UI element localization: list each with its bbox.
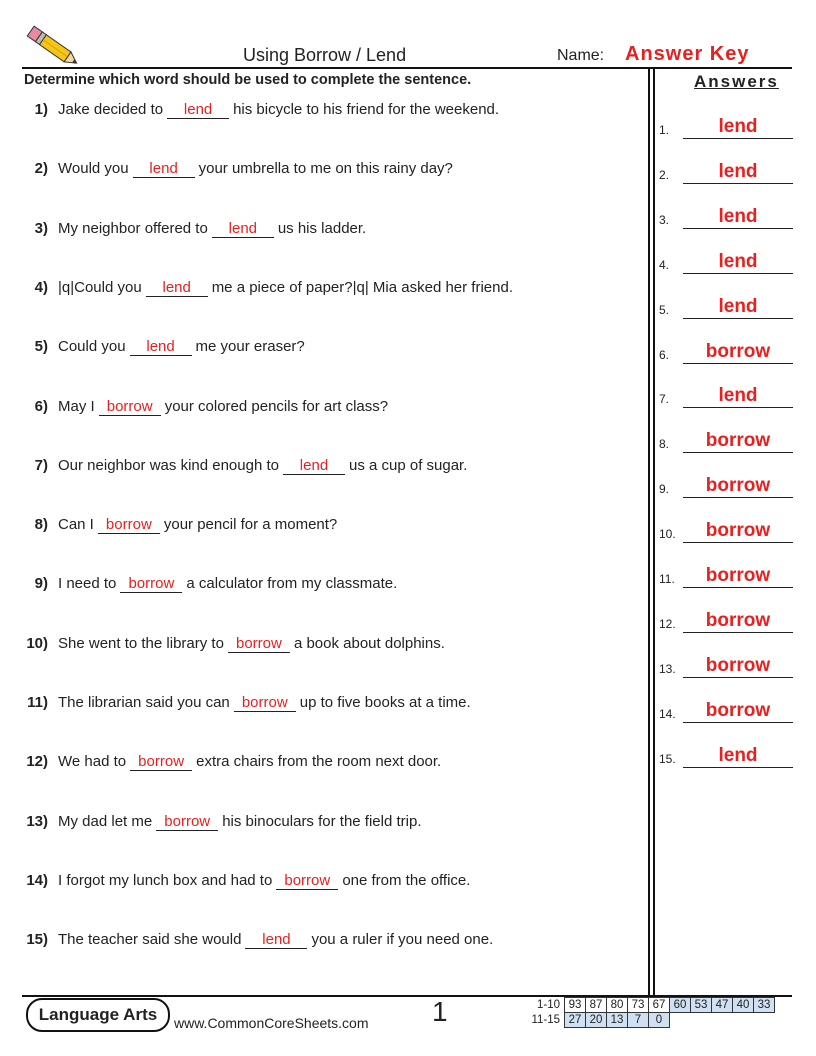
column-divider-right [653,68,655,996]
question-row [24,931,493,949]
answer-word: lend [683,385,793,408]
question-text-before: Our neighbor was kind enough to [58,456,279,474]
score-cell: 53 [691,998,712,1013]
answer-word: borrow [683,520,793,543]
score-cell: 80 [607,998,628,1013]
answer-number: 4. [659,257,670,272]
answer-blank: lend [283,458,345,475]
answer-row [659,248,793,274]
answer-number: 3. [659,212,670,227]
answer-number: 7. [659,392,670,407]
page-number: 1 [432,996,448,1027]
question-text-after: one from the office. [342,871,471,889]
answer-blank: lend [130,339,192,356]
score-cell: 40 [733,998,754,1013]
answer-row [659,742,793,768]
question-text-before: Can I [58,516,94,534]
answer-word: lend [683,116,793,139]
answer-word: lend [683,296,793,319]
question-text-before: My neighbor offered to [58,219,208,237]
question-text-after: a book about dolphins. [293,634,445,652]
question-row [24,694,471,712]
answer-blank: lend [146,280,208,297]
score-row-11-15 [528,1013,775,1028]
question-row [24,753,441,771]
score-row-1-10 [528,998,775,1013]
question-text-before: Could you [58,338,126,356]
question-text-before: We had to [58,753,127,771]
question-number: 15) [26,931,48,949]
answer-number: 1. [659,123,670,137]
worksheet-title: Using Borrow / Lend [243,45,407,65]
score-cell: 73 [628,998,649,1013]
question-row [24,220,366,238]
answer-blank: lend [245,932,307,949]
answer-number: 5. [659,302,670,317]
subject-badge: Language Arts [26,998,170,1032]
question-number: 6) [34,397,48,415]
question-text-after: me your eraser? [195,338,305,356]
answer-key-label: Answer Key [625,43,750,65]
question-row [24,635,445,653]
question-number: 14) [26,871,48,889]
question-number: 2) [34,160,48,178]
question-text-after: your colored pencils for art class? [164,397,389,415]
question-number: 7) [34,456,48,474]
answer-blank: borrow [156,814,218,831]
answer-blank: borrow [276,873,338,890]
question-text-before: |q|Could you [58,278,142,296]
question-text-before: Would you [58,160,129,178]
answer-number: 6. [659,347,670,362]
question-text-after: your pencil for a moment? [163,516,338,534]
question-text-before: The librarian said you can [58,694,230,711]
score-cell: 60 [670,998,691,1013]
answers-heading: Answers [694,72,779,91]
question-row [24,338,305,356]
answer-row [659,158,793,184]
answer-word: borrow [683,475,793,498]
score-row-label: 11-15 [531,1014,560,1026]
score-cell: 0 [649,1013,670,1028]
question-row [24,516,337,534]
answer-number: 2. [659,167,670,182]
question-row [24,101,499,119]
question-number: 5) [34,338,48,356]
score-cell: 93 [565,998,586,1013]
answer-row [659,697,793,723]
answer-blank: lend [212,221,274,238]
question-text-before: My dad let me [58,812,153,830]
question-number: 1) [34,101,48,118]
score-row-label: 1-10 [536,999,560,1011]
answer-word: lend [683,745,793,768]
question-number: 11) [27,694,48,711]
column-divider-left [648,68,650,996]
answer-row [659,652,793,678]
answer-number: 11. [659,572,675,586]
answer-blank: borrow [98,517,160,534]
question-text-after: you a ruler if you need one. [311,931,494,949]
question-number: 4) [34,278,48,296]
question-row [24,160,453,178]
question-text-before: I need to [58,575,117,593]
answer-number: 15. [659,751,676,766]
name-label: Name: [557,47,605,64]
answer-word: borrow [683,341,793,364]
question-text-after: his bicycle to his friend for the weekend. [233,101,500,118]
question-text-before: Jake decided to [58,101,164,118]
question-number: 8) [34,516,48,534]
score-cell: 13 [607,1013,628,1028]
answer-number: 10. [659,527,676,542]
score-cell: 33 [754,998,775,1013]
answer-row [659,427,793,453]
answer-word: lend [683,251,793,274]
question-text-after: us a cup of sugar. [348,456,468,474]
question-row [24,457,467,475]
question-text-after: up to five books at a time. [299,694,471,711]
answer-number: 8. [659,437,670,452]
answer-row [659,562,793,588]
score-cell: 7 [628,1013,649,1028]
answer-word: borrow [683,610,793,633]
answer-row [659,382,793,408]
answer-row [659,203,793,229]
answer-word: lend [683,206,793,229]
pencil-icon [20,22,84,70]
instructions: Determine which word should be used to complete the sentence. [24,72,472,88]
score-cell: 67 [649,998,670,1013]
answer-word: lend [683,161,793,184]
question-text-after: us his ladder. [277,219,367,237]
question-text-after: his binoculars for the field trip. [222,812,422,830]
score-cell: 87 [586,998,607,1013]
answer-blank: borrow [130,754,192,771]
question-row [24,872,470,890]
score-cell: 27 [565,1013,586,1028]
answer-number: 13. [659,661,676,676]
question-row [24,279,513,297]
answer-number: 12. [659,616,676,631]
question-text-after: a calculator from my classmate. [186,575,398,593]
answer-word: borrow [683,700,793,723]
answer-word: borrow [683,655,793,678]
answer-number: 9. [659,482,670,497]
score-table [528,997,775,1028]
answer-row [659,113,793,139]
question-text-before: The teacher said she would [58,931,242,949]
question-number: 13) [26,812,48,830]
answer-row [659,607,793,633]
answer-number: 14. [659,706,676,721]
top-divider [22,67,792,69]
score-cell: 20 [586,1013,607,1028]
answer-blank: borrow [234,695,296,712]
question-number: 3) [34,219,48,237]
answer-row [659,517,793,543]
answer-blank: borrow [228,636,290,653]
answer-row [659,472,793,498]
answer-row [659,293,793,319]
question-text-before: She went to the library to [58,634,224,652]
question-number: 10) [26,634,48,652]
question-row [24,813,421,831]
question-text-before: I forgot my lunch box and had to [58,871,273,889]
site-url: www.CommonCoreSheets.com [174,1015,369,1031]
answer-word: borrow [683,565,793,588]
question-row [24,575,397,593]
question-text-before: May I [58,397,95,415]
question-text-after: me a piece of paper?|q| Mia asked her friend. [211,278,513,296]
question-row [24,398,388,416]
answer-word: borrow [683,430,793,453]
answer-row [659,338,793,364]
question-text-after: extra chairs from the room next door. [196,753,442,771]
answer-blank: borrow [99,399,161,416]
score-cell: 47 [712,998,733,1013]
question-text-after: your umbrella to me on this rainy day? [198,160,453,178]
question-number: 9) [34,575,48,593]
answer-blank: borrow [120,576,182,593]
answer-blank: lend [133,161,195,178]
question-number: 12) [26,753,48,771]
answer-blank: lend [167,102,229,119]
